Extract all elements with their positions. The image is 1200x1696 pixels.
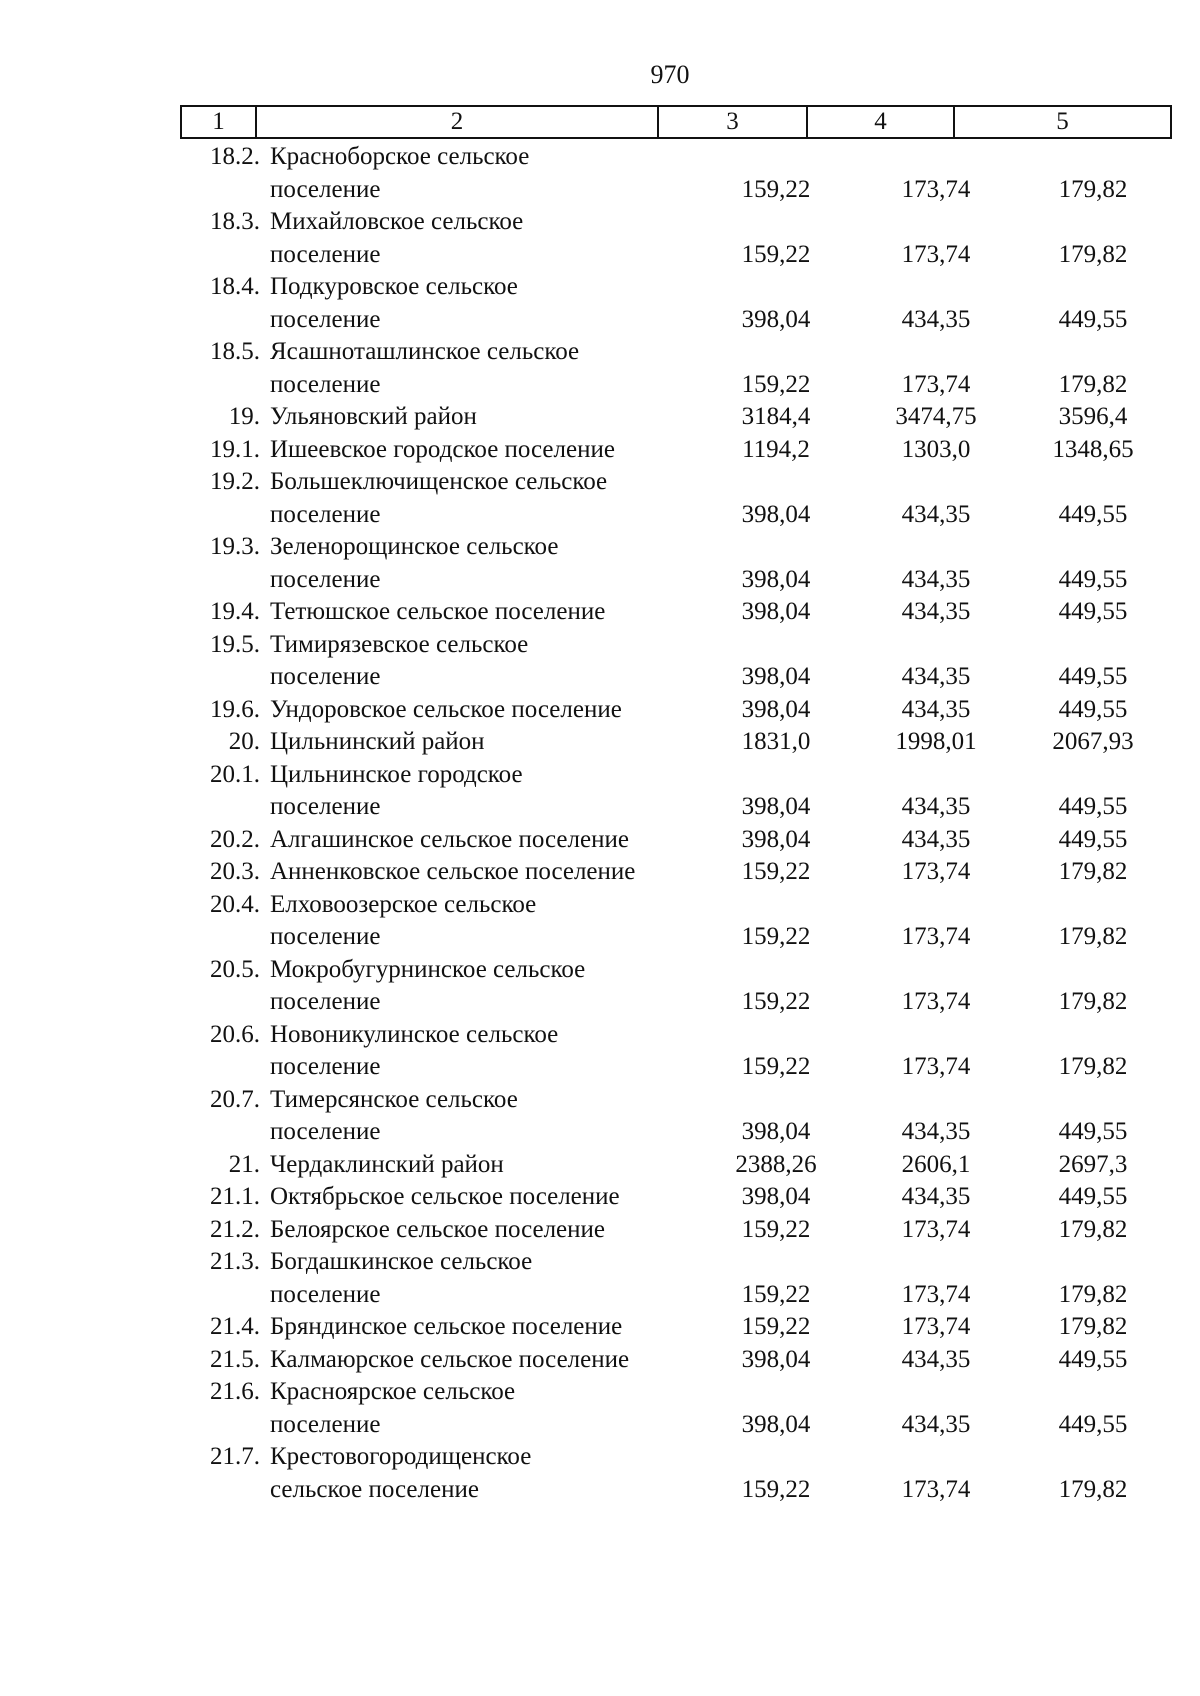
table-row	[180, 1441, 1170, 1506]
value-col-3: 398,04	[741, 1410, 811, 1438]
settlement-name: Ульяновский район	[270, 403, 477, 430]
row-number: 19.3.	[210, 533, 260, 560]
value-col-3: 398,04	[741, 500, 811, 528]
value-col-5: 179,82	[1058, 1475, 1128, 1503]
row-number: 20.3.	[210, 858, 260, 885]
row-number: 18.4.	[210, 273, 260, 300]
settlement-name: Цильнинское городское поселение	[270, 760, 523, 820]
value-col-4: 173,74	[901, 1215, 971, 1243]
row-number: 19.6.	[210, 695, 260, 723]
table-row	[180, 1149, 1170, 1182]
table-row	[180, 889, 1170, 954]
table-body	[180, 141, 1170, 1506]
value-col-4: 434,35	[901, 695, 971, 723]
row-number: 21.4.	[210, 1313, 260, 1340]
value-col-4: 434,35	[901, 500, 971, 528]
value-col-3: 398,04	[741, 663, 811, 690]
value-col-3: 159,22	[741, 175, 811, 203]
value-col-3: 3184,4	[741, 403, 811, 430]
value-col-5: 179,82	[1058, 923, 1128, 950]
value-col-4: 434,35	[901, 598, 971, 625]
value-col-4: 2606,1	[901, 1150, 971, 1178]
row-number: 21.	[228, 1150, 260, 1178]
value-col-4: 434,35	[901, 1410, 971, 1438]
settlement-name: Цильнинский район	[270, 728, 485, 755]
value-col-4: 173,74	[901, 1280, 971, 1308]
value-col-5: 449,55	[1058, 1118, 1128, 1145]
table-row	[180, 1181, 1170, 1214]
table-row	[180, 694, 1170, 727]
value-col-5: 1348,65	[1052, 435, 1134, 463]
row-number: 21.3.	[210, 1248, 260, 1275]
value-col-3: 159,22	[741, 1313, 811, 1340]
row-number: 20.5.	[210, 955, 260, 983]
settlement-name: Михайловское сельское поселение	[270, 208, 524, 268]
value-col-3: 2388,26	[735, 1150, 817, 1178]
table-row	[180, 1214, 1170, 1247]
row-number: 21.1.	[210, 1183, 260, 1210]
value-col-5: 179,82	[1058, 1313, 1128, 1340]
value-col-5: 449,55	[1058, 793, 1128, 820]
table-row	[180, 1376, 1170, 1441]
value-col-5: 449,55	[1058, 305, 1128, 333]
value-col-4: 434,35	[901, 1183, 971, 1210]
value-col-4: 1998,01	[895, 728, 977, 755]
settlement-name: Ясашноташлинское сельское поселение	[270, 338, 580, 398]
page-number: 970	[650, 60, 690, 89]
value-col-4: 173,74	[901, 858, 971, 885]
settlement-name: Богдашкинское сельское поселение	[270, 1248, 533, 1308]
row-number: 20.2.	[210, 825, 260, 853]
value-col-4: 173,74	[901, 1053, 971, 1080]
value-col-4: 173,74	[901, 1313, 971, 1340]
settlement-name: Новоникулинское сельское поселение	[270, 1020, 559, 1080]
value-col-3: 159,22	[741, 370, 811, 398]
value-col-5: 449,55	[1058, 695, 1128, 723]
table-row	[180, 271, 1170, 336]
table-row	[180, 1311, 1170, 1344]
value-col-3: 159,22	[741, 988, 811, 1015]
row-number: 18.2.	[210, 143, 260, 170]
row-number: 19.4.	[210, 598, 260, 625]
row-number: 19.5.	[210, 630, 260, 658]
value-col-4: 173,74	[901, 988, 971, 1015]
value-col-4: 3474,75	[895, 403, 977, 430]
table-row	[180, 1344, 1170, 1377]
value-col-3: 159,22	[741, 1053, 811, 1080]
settlement-name: Чердаклинский район	[270, 1150, 504, 1178]
settlement-name: Мокробугурнинское сельское поселение	[270, 955, 586, 1015]
value-col-3: 159,22	[741, 1280, 811, 1308]
table-row	[180, 596, 1170, 629]
column-header-4: 4	[807, 106, 954, 138]
row-number: 20.6.	[210, 1020, 260, 1048]
table-row	[180, 1246, 1170, 1311]
row-number: 20.	[228, 728, 260, 755]
value-col-4: 434,35	[901, 565, 971, 593]
settlement-name: Ишеевское городское поселение	[270, 435, 615, 463]
value-col-5: 179,82	[1058, 858, 1128, 885]
value-col-4: 434,35	[901, 793, 971, 820]
value-col-3: 398,04	[741, 1345, 811, 1373]
row-number: 19.	[228, 403, 260, 430]
row-number: 21.6.	[210, 1378, 260, 1405]
value-col-3: 398,04	[741, 305, 811, 333]
settlement-name: Октябрьское сельское поселение	[270, 1183, 620, 1210]
value-col-4: 173,74	[901, 1475, 971, 1503]
table-row	[180, 206, 1170, 271]
value-col-4: 173,74	[901, 240, 971, 268]
table-row	[180, 824, 1170, 857]
settlement-name: Тимерсянское сельское поселение	[270, 1085, 518, 1145]
value-col-4: 173,74	[901, 175, 971, 203]
value-col-5: 179,82	[1058, 240, 1128, 268]
table-row	[180, 759, 1170, 824]
value-col-4: 173,74	[901, 370, 971, 398]
value-col-5: 179,82	[1058, 1280, 1128, 1308]
table-row	[180, 954, 1170, 1019]
settlement-name: Крестовогородищенское сельское поселение	[270, 1443, 532, 1503]
value-col-5: 449,55	[1058, 565, 1128, 593]
value-col-5: 449,55	[1058, 598, 1128, 625]
value-col-3: 159,22	[741, 1475, 811, 1503]
table-row	[180, 856, 1170, 889]
value-col-5: 179,82	[1058, 175, 1128, 203]
settlement-name: Алгашинское сельское поселение	[270, 825, 629, 853]
settlement-name: Анненковское сельское поселение	[270, 858, 636, 885]
value-col-3: 398,04	[741, 793, 811, 820]
value-col-3: 159,22	[741, 923, 811, 950]
row-number: 19.2.	[210, 468, 260, 495]
column-header-5: 5	[954, 106, 1171, 138]
table-row	[180, 336, 1170, 401]
table-row	[180, 466, 1170, 531]
row-number: 21.7.	[210, 1443, 260, 1470]
value-col-5: 179,82	[1058, 988, 1128, 1015]
settlement-name: Зеленорощинское сельское поселение	[270, 533, 559, 593]
settlement-name: Калмаюрское сельское поселение	[270, 1345, 630, 1373]
table-row	[180, 629, 1170, 694]
column-header-3: 3	[658, 106, 807, 138]
column-header-1: 1	[181, 106, 256, 138]
value-col-4: 434,35	[901, 825, 971, 853]
row-number: 18.3.	[210, 208, 260, 235]
settlement-name: Белоярское сельское поселение	[270, 1215, 605, 1243]
value-col-3: 1194,2	[742, 435, 810, 463]
settlement-name: Ундоровское сельское поселение	[270, 695, 622, 723]
row-number: 20.4.	[210, 890, 260, 918]
value-col-5: 449,55	[1058, 1345, 1128, 1373]
table-row	[180, 141, 1170, 206]
row-number: 21.5.	[210, 1345, 260, 1373]
row-number: 20.7.	[210, 1085, 260, 1113]
row-number: 20.1.	[210, 760, 260, 788]
row-number: 21.2.	[210, 1215, 260, 1243]
value-col-3: 1831,0	[741, 728, 811, 755]
table-row	[180, 434, 1170, 467]
value-col-3: 398,04	[741, 695, 811, 723]
settlement-name: Тетюшское сельское поселение	[270, 598, 606, 625]
value-col-3: 159,22	[741, 858, 811, 885]
settlement-name: Красноборское сельское поселение	[270, 143, 530, 203]
table-header	[180, 105, 1172, 139]
table-row	[180, 401, 1170, 434]
column-header-2: 2	[256, 106, 658, 138]
row-number: 18.5.	[210, 338, 260, 365]
value-col-4: 434,35	[901, 1118, 971, 1145]
settlement-name: Тимирязевское сельское поселение	[270, 630, 529, 690]
settlement-name: Подкуровское сельское поселение	[270, 273, 518, 333]
table-row	[180, 531, 1170, 596]
value-col-3: 398,04	[741, 1118, 811, 1145]
table-row	[180, 1019, 1170, 1084]
table-row	[180, 1084, 1170, 1149]
value-col-5: 179,82	[1058, 370, 1128, 398]
value-col-5: 179,82	[1058, 1053, 1128, 1080]
value-col-5: 449,55	[1058, 1183, 1128, 1210]
table-row	[180, 726, 1170, 759]
settlement-name: Красноярское сельское поселение	[270, 1378, 516, 1438]
value-col-3: 398,04	[741, 565, 811, 593]
value-col-5: 449,55	[1058, 500, 1128, 528]
value-col-4: 434,35	[901, 305, 971, 333]
settlement-name: Большеключищенское сельское поселение	[270, 468, 608, 528]
value-col-3: 398,04	[741, 598, 811, 625]
value-col-4: 1303,0	[901, 435, 971, 463]
value-col-4: 173,74	[901, 923, 971, 950]
value-col-5: 3596,4	[1058, 403, 1128, 430]
settlement-name: Елховоозерское сельское поселение	[270, 890, 537, 950]
value-col-3: 159,22	[741, 1215, 811, 1243]
value-col-5: 2697,3	[1058, 1150, 1128, 1178]
value-col-5: 179,82	[1058, 1215, 1128, 1243]
value-col-3: 398,04	[741, 825, 811, 853]
value-col-3: 159,22	[741, 240, 811, 268]
value-col-3: 398,04	[741, 1183, 811, 1210]
value-col-5: 2067,93	[1052, 728, 1134, 755]
value-col-4: 434,35	[901, 663, 971, 690]
value-col-4: 434,35	[901, 1345, 971, 1373]
row-number: 19.1.	[210, 435, 260, 463]
value-col-5: 449,55	[1058, 825, 1128, 853]
settlement-name: Бряндинское сельское поселение	[270, 1313, 623, 1340]
value-col-5: 449,55	[1058, 1410, 1128, 1438]
value-col-5: 449,55	[1058, 663, 1128, 690]
column-number-row	[181, 106, 1171, 138]
